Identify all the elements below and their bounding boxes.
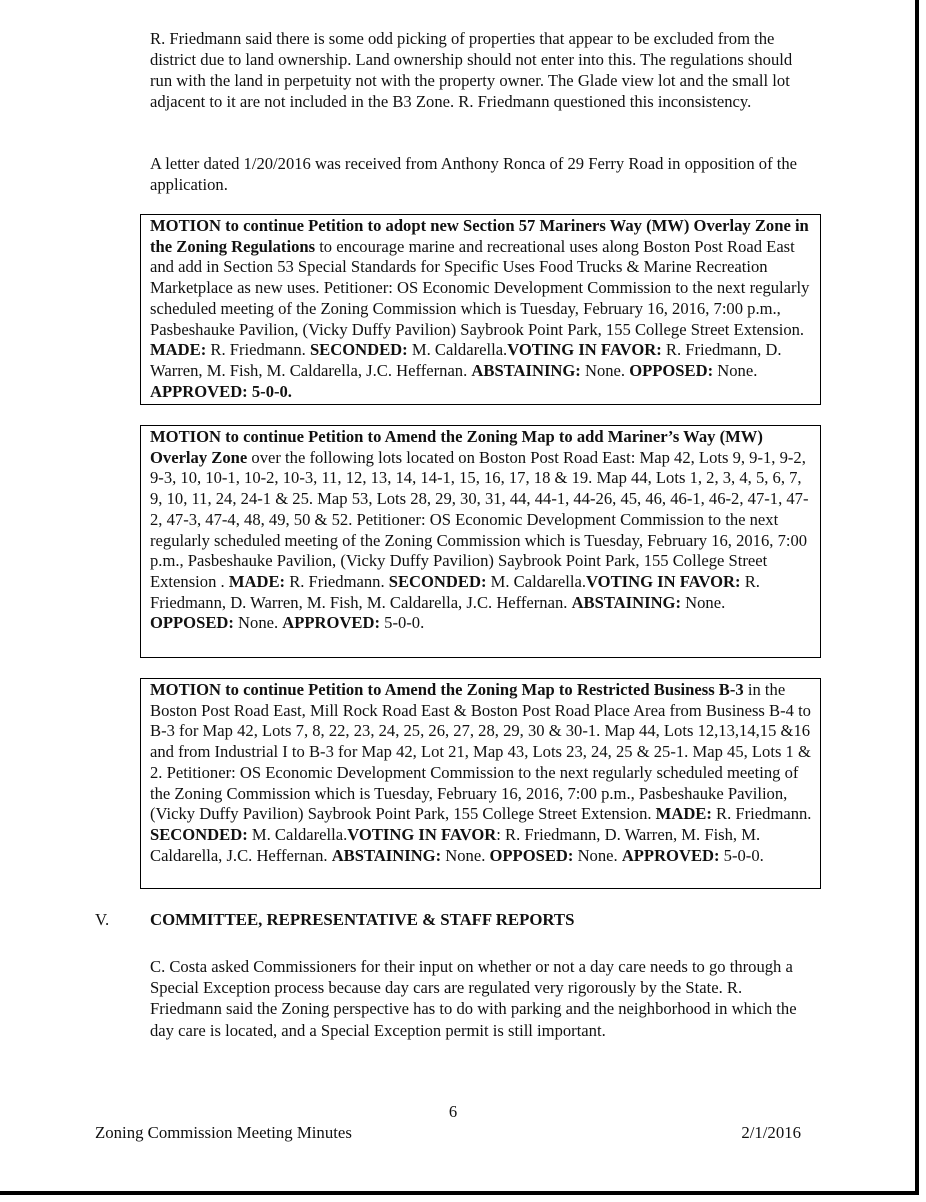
made-label: MADE: (228, 571, 286, 591)
approved-label: APPROVED: (282, 613, 381, 633)
body-paragraph-letter: A letter dated 1/20/2016 was received from Anthony Ronca of 29 Ferry Road in opposition of the application. (150, 154, 798, 194)
seconded-value: M. Caldarella. (247, 824, 348, 844)
seconded-label: SECONDED: (309, 340, 408, 360)
voting-value: R. Friedmann, D. Warren, M. Fish, M. Caldarella, J.C. Heffernan. (150, 571, 760, 612)
motion-heading: MOTION to continue Petition to adopt new Section 57 Mariners Way (MW) Overlay Zone in the Zoning Regulations (150, 216, 809, 256)
body-paragraph-friedmann: R. Friedmann said there is some odd picking of properties that appear to be excluded from the district due to land ownership. Land ownership should not enter into this. The regulations should run with the land in perpetuity not with the property owner. The Glade view lot and the small lot adjacent to it are not included in the B3 Zone. R. Friedmann questioned this inconsistency. (150, 29, 793, 111)
motion-box-3 (140, 678, 821, 889)
voting-value: : R. Friedmann, D. Warren, M. Fish, M. Caldarella, J.C. Heffernan. (150, 824, 761, 865)
made-value: R. Friedmann. (285, 571, 389, 591)
page-number: 6 (448, 1102, 458, 1121)
abstaining-label: ABSTAINING: (331, 845, 442, 865)
section-number: V. (95, 910, 110, 929)
opposed-value: None. (233, 613, 283, 633)
opposed-label: OPPOSED: (629, 360, 714, 380)
opposed-value: None. (713, 360, 758, 380)
footer-document-title: Zoning Commission Meeting Minutes (95, 1123, 352, 1142)
seconded-label: SECONDED: (150, 824, 248, 844)
motion-box-2 (140, 425, 821, 658)
opposed-label: OPPOSED: (150, 613, 234, 633)
abstaining-value: None. (580, 360, 630, 380)
made-value: R. Friedmann. (206, 340, 310, 360)
seconded-value: M. Caldarella. (407, 340, 508, 360)
approved-value: 5-0-0. (719, 845, 764, 865)
voting-value: R. Friedmann, D. Warren, M. Fish, M. Caldarella, J.C. Heffernan. (150, 340, 782, 380)
abstaining-value: None. (441, 845, 490, 865)
opposed-label: OPPOSED: (489, 845, 574, 865)
motion-box-1 (140, 214, 821, 405)
made-label: MADE: (150, 340, 207, 360)
motion-text: to encourage marine and recreational uses along Boston Post Road East and add in Section 53 Special Standards for Specific Uses Food Trucks & Marine Recreation Marketplace as new uses. Petitioner: OS Economic Development Commission to the next regularly scheduled meeting of the Zoning Commission which is Tuesday, February 16, 2016, 7:00 p.m., Pasbeshauke Pavilion, (Vicky Duffy Pavilion) Saybrook Point Park, 155 College Street Extension. (150, 236, 810, 339)
motion-text: over the following lots located on Boston Post Road East: Map 42, Lots 9, 9-1, 9-2, 9-3, 10, 10-1, 10-2, 10-3, 11, 12, 13, 14, 14-1, 15, 16, 17, 18 & 19. Map 44, Lots 1, 2, 3, 4, 5, 6, 7, 9, 10, 11, 24, 24-1 & 25. Map 53, Lots 28, 29, 30, 31, 44, 44-1, 44-26, 45, 46, 46-1, 46-2, 47-1, 47-2, 47-3, 47-4, 48, 49, 50 & 52. Petitioner: OS Economic Development Commission to the next regularly scheduled meeting of the Zoning Commission which is Tuesday, February 16, 2016, 7:00 p.m., Pasbeshauke Pavilion, (Vicky Duffy Pavilion) Saybrook Point Park, 155 College Street Extension . (150, 447, 809, 591)
motion-text: in the Boston Post Road East, Mill Rock Road East & Boston Post Road Place Area from Business B-4 to B-3 for Map 42, Lots 7, 8, 22, 23, 24, 25, 26, 27, 28, 29, 30 & 30-1. Map 44, Lots 12,13,14,15 &16 and from Industrial I to B-3 for Map 42, Lot 21, Map 43, Lots 23, 24, 25 & 25-1. Map 45, Lots 1 & 2. Petitioner: OS Economic Development Commission to the next regularly scheduled meeting of the Zoning Commission which is Tuesday, February 16, 2016, 7:00 p.m., Pasbeshauke Pavilion, (Vicky Duffy Pavilion) Saybrook Point Park, 155 College Street Extension. (150, 680, 811, 824)
section-paragraph: C. Costa asked Commissioners for their input on whether or not a day care needs to go through a Special Exception process because day cars are regulated very rigorously by the State. R. Friedmann said the Zoning perspective has to do with parking and the neighborhood in which the day care is located, and a Special Exception permit is still important. (150, 957, 797, 1040)
abstaining-value: None. (681, 592, 726, 612)
made-value: R. Friedmann. (711, 804, 812, 824)
opposed-value: None. (573, 845, 622, 865)
footer-date: 2/1/2016 (741, 1123, 801, 1142)
seconded-label: SECONDED: (388, 571, 487, 591)
abstaining-label: ABSTAINING: (471, 360, 581, 380)
seconded-value: M. Caldarella. (486, 571, 587, 591)
approved-value: 5-0-0. (247, 381, 292, 401)
made-label: MADE: (655, 804, 712, 824)
motion-heading: MOTION to continue Petition to Amend the Zoning Map to Restricted Business B-3 (150, 680, 744, 699)
voting-label: VOTING IN FAVOR: (586, 571, 741, 591)
approved-label: APPROVED: (150, 381, 248, 401)
approved-value: 5-0-0. (380, 613, 425, 633)
voting-label: VOTING IN FAVOR (347, 824, 497, 844)
voting-label: VOTING IN FAVOR: (507, 340, 662, 360)
approved-label: APPROVED: (621, 845, 720, 865)
section-heading: COMMITTEE, REPRESENTATIVE & STAFF REPORTS (150, 910, 575, 929)
abstaining-label: ABSTAINING: (571, 592, 681, 612)
motion-heading: MOTION to continue Petition to Amend the Zoning Map to add Mariner’s Way (MW) Overlay Zone (150, 427, 763, 467)
